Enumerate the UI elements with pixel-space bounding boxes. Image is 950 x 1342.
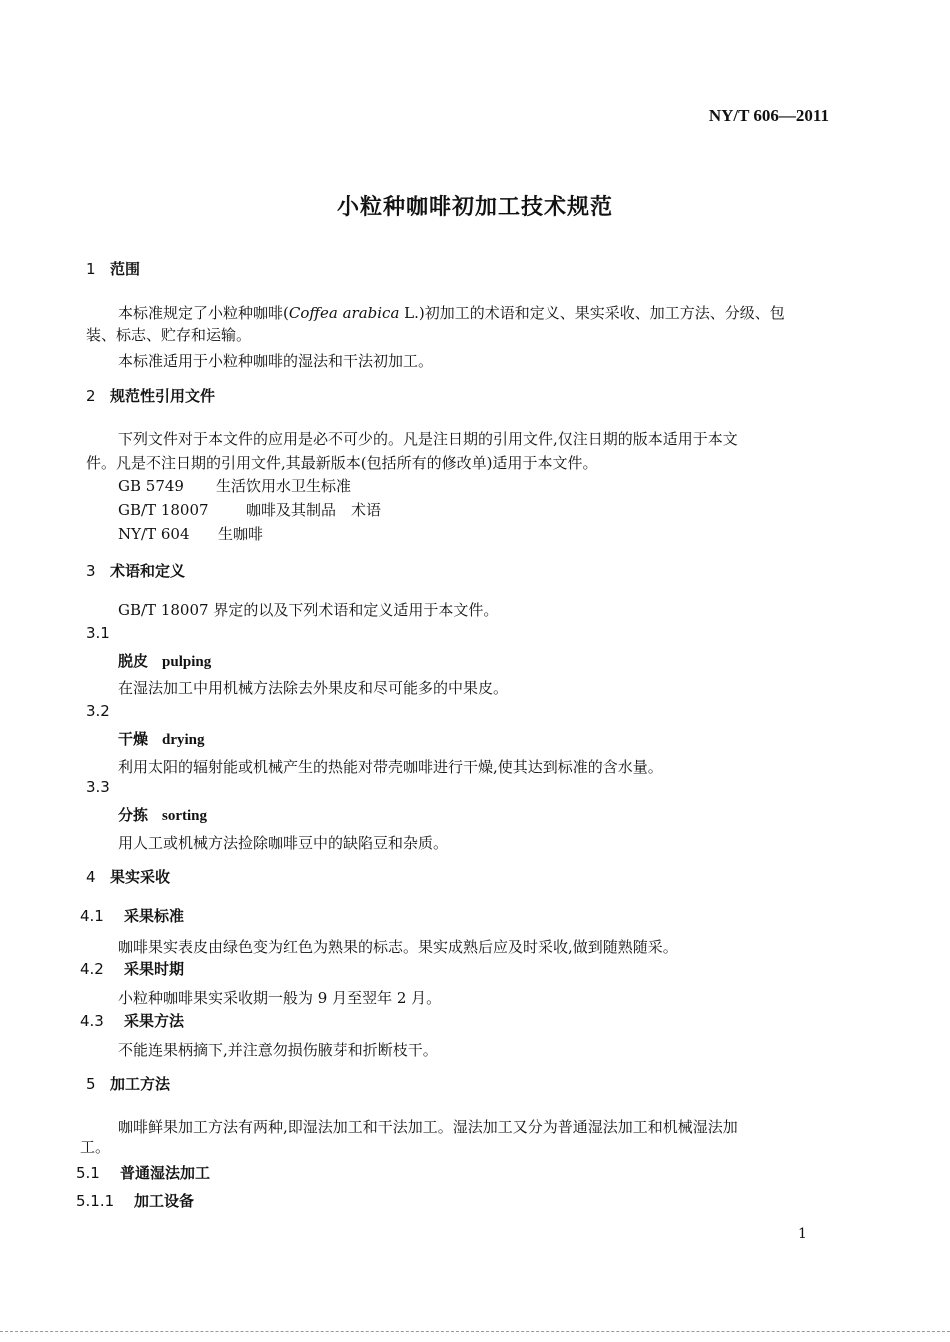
subsection-heading xyxy=(76,1190,194,1211)
subsection-heading xyxy=(76,1162,210,1183)
section-1-paragraph-2: 本标准适用于小粒种咖啡的湿法和干法初加工。 xyxy=(118,352,434,370)
subsection-title: 采果时期 xyxy=(124,960,185,978)
term-number: 3.1 xyxy=(86,624,110,642)
term-zh: 脱皮 xyxy=(118,652,149,670)
subsection-title: 加工设备 xyxy=(134,1192,195,1210)
subsection-number: 5.1 xyxy=(76,1164,100,1182)
section-5-paragraph-line-1: 咖啡鲜果加工方法有两种,即湿法加工和干法加工。湿法加工又分为普通湿法加工和机械湿法加 xyxy=(118,1118,738,1136)
reference-code: NY/T 604 xyxy=(118,525,190,543)
reference-item xyxy=(118,475,351,496)
section-number: 1 xyxy=(86,260,96,278)
section-5-paragraph-line-2: 工。 xyxy=(80,1138,111,1156)
subsection-title: 采果标准 xyxy=(124,907,185,925)
reference-code: GB/T 18007 xyxy=(118,501,209,519)
term-en: sorting xyxy=(162,808,208,824)
subsection-title: 采果方法 xyxy=(124,1012,185,1030)
scan-edge-line xyxy=(0,1331,950,1332)
standard-code: NY/T 606—2011 xyxy=(708,106,829,125)
reference-name: 生咖啡 xyxy=(218,525,264,543)
subsection-text: 小粒种咖啡果实采收期一般为 9 月至翌年 2 月。 xyxy=(118,989,442,1007)
subsection-text: 不能连果柄摘下,并注意勿损伤腋芽和折断枝干。 xyxy=(118,1041,438,1059)
section-3-intro: GB/T 18007 界定的以及下列术语和定义适用于本文件。 xyxy=(118,601,499,619)
section-title: 范围 xyxy=(110,260,141,278)
section-title: 加工方法 xyxy=(110,1075,171,1093)
latin-name: Coffea arabica xyxy=(288,304,400,322)
section-3-heading xyxy=(86,560,185,581)
section-title: 规范性引用文件 xyxy=(110,387,216,405)
section-5-heading xyxy=(86,1073,170,1094)
subsection-number: 4.3 xyxy=(80,1012,104,1030)
term-heading xyxy=(118,650,211,671)
subsection-heading xyxy=(80,958,184,979)
page-number: 1 xyxy=(798,1226,807,1242)
reference-name: 生活饮用水卫生标准 xyxy=(216,477,352,495)
section-1-paragraph-1-line-2: 装、标志、贮存和运输。 xyxy=(86,326,252,344)
section-number: 4 xyxy=(86,868,96,886)
section-number: 5 xyxy=(86,1075,96,1093)
term-heading xyxy=(118,728,205,749)
reference-item xyxy=(118,499,381,520)
section-1-heading xyxy=(86,258,140,279)
term-definition: 用人工或机械方法捡除咖啡豆中的缺陷豆和杂质。 xyxy=(118,834,449,852)
term-en: drying xyxy=(162,732,205,748)
reference-name: 咖啡及其制品 术语 xyxy=(246,501,382,519)
section-2-heading xyxy=(86,385,215,406)
term-definition: 利用太阳的辐射能或机械产生的热能对带壳咖啡进行干燥,使其达到标准的含水量。 xyxy=(118,758,663,776)
section-2-paragraph-line-1: 下列文件对于本文件的应用是必不可少的。凡是注日期的引用文件,仅注日期的版本适用于本文 xyxy=(118,430,738,448)
term-definition: 在湿法加工中用机械方法除去外果皮和尽可能多的中果皮。 xyxy=(118,679,509,697)
text-fragment: L.)初加工的术语和定义、果实采收、加工方法、分级、包 xyxy=(399,304,785,322)
term-number: 3.2 xyxy=(86,702,110,720)
reference-item xyxy=(118,523,263,544)
subsection-number: 4.1 xyxy=(80,907,104,925)
section-1-paragraph-1-line-1 xyxy=(118,302,785,323)
term-en: pulping xyxy=(162,654,212,670)
term-zh: 分拣 xyxy=(118,806,149,824)
subsection-number: 4.2 xyxy=(80,960,104,978)
subsection-heading xyxy=(80,1010,184,1031)
reference-code: GB 5749 xyxy=(118,477,184,495)
section-title: 果实采收 xyxy=(110,868,171,886)
subsection-title: 普通湿法加工 xyxy=(120,1164,211,1182)
section-title: 术语和定义 xyxy=(110,562,186,580)
document-title: 小粒种咖啡初加工技术规范 xyxy=(336,195,613,220)
subsection-number: 5.1.1 xyxy=(76,1192,115,1210)
section-2-paragraph-line-2: 件。凡是不注日期的引用文件,其最新版本(包括所有的修改单)适用于本文件。 xyxy=(86,454,598,472)
section-4-heading xyxy=(86,866,170,887)
term-heading xyxy=(118,804,207,825)
text-fragment: 本标准规定了小粒种咖啡( xyxy=(118,304,289,322)
section-number: 3 xyxy=(86,562,96,580)
subsection-heading xyxy=(80,905,184,926)
term-zh: 干燥 xyxy=(118,730,149,748)
section-number: 2 xyxy=(86,387,96,405)
term-number: 3.3 xyxy=(86,778,110,796)
subsection-text: 咖啡果实表皮由绿色变为红色为熟果的标志。果实成熟后应及时采收,做到随熟随采。 xyxy=(118,938,678,956)
